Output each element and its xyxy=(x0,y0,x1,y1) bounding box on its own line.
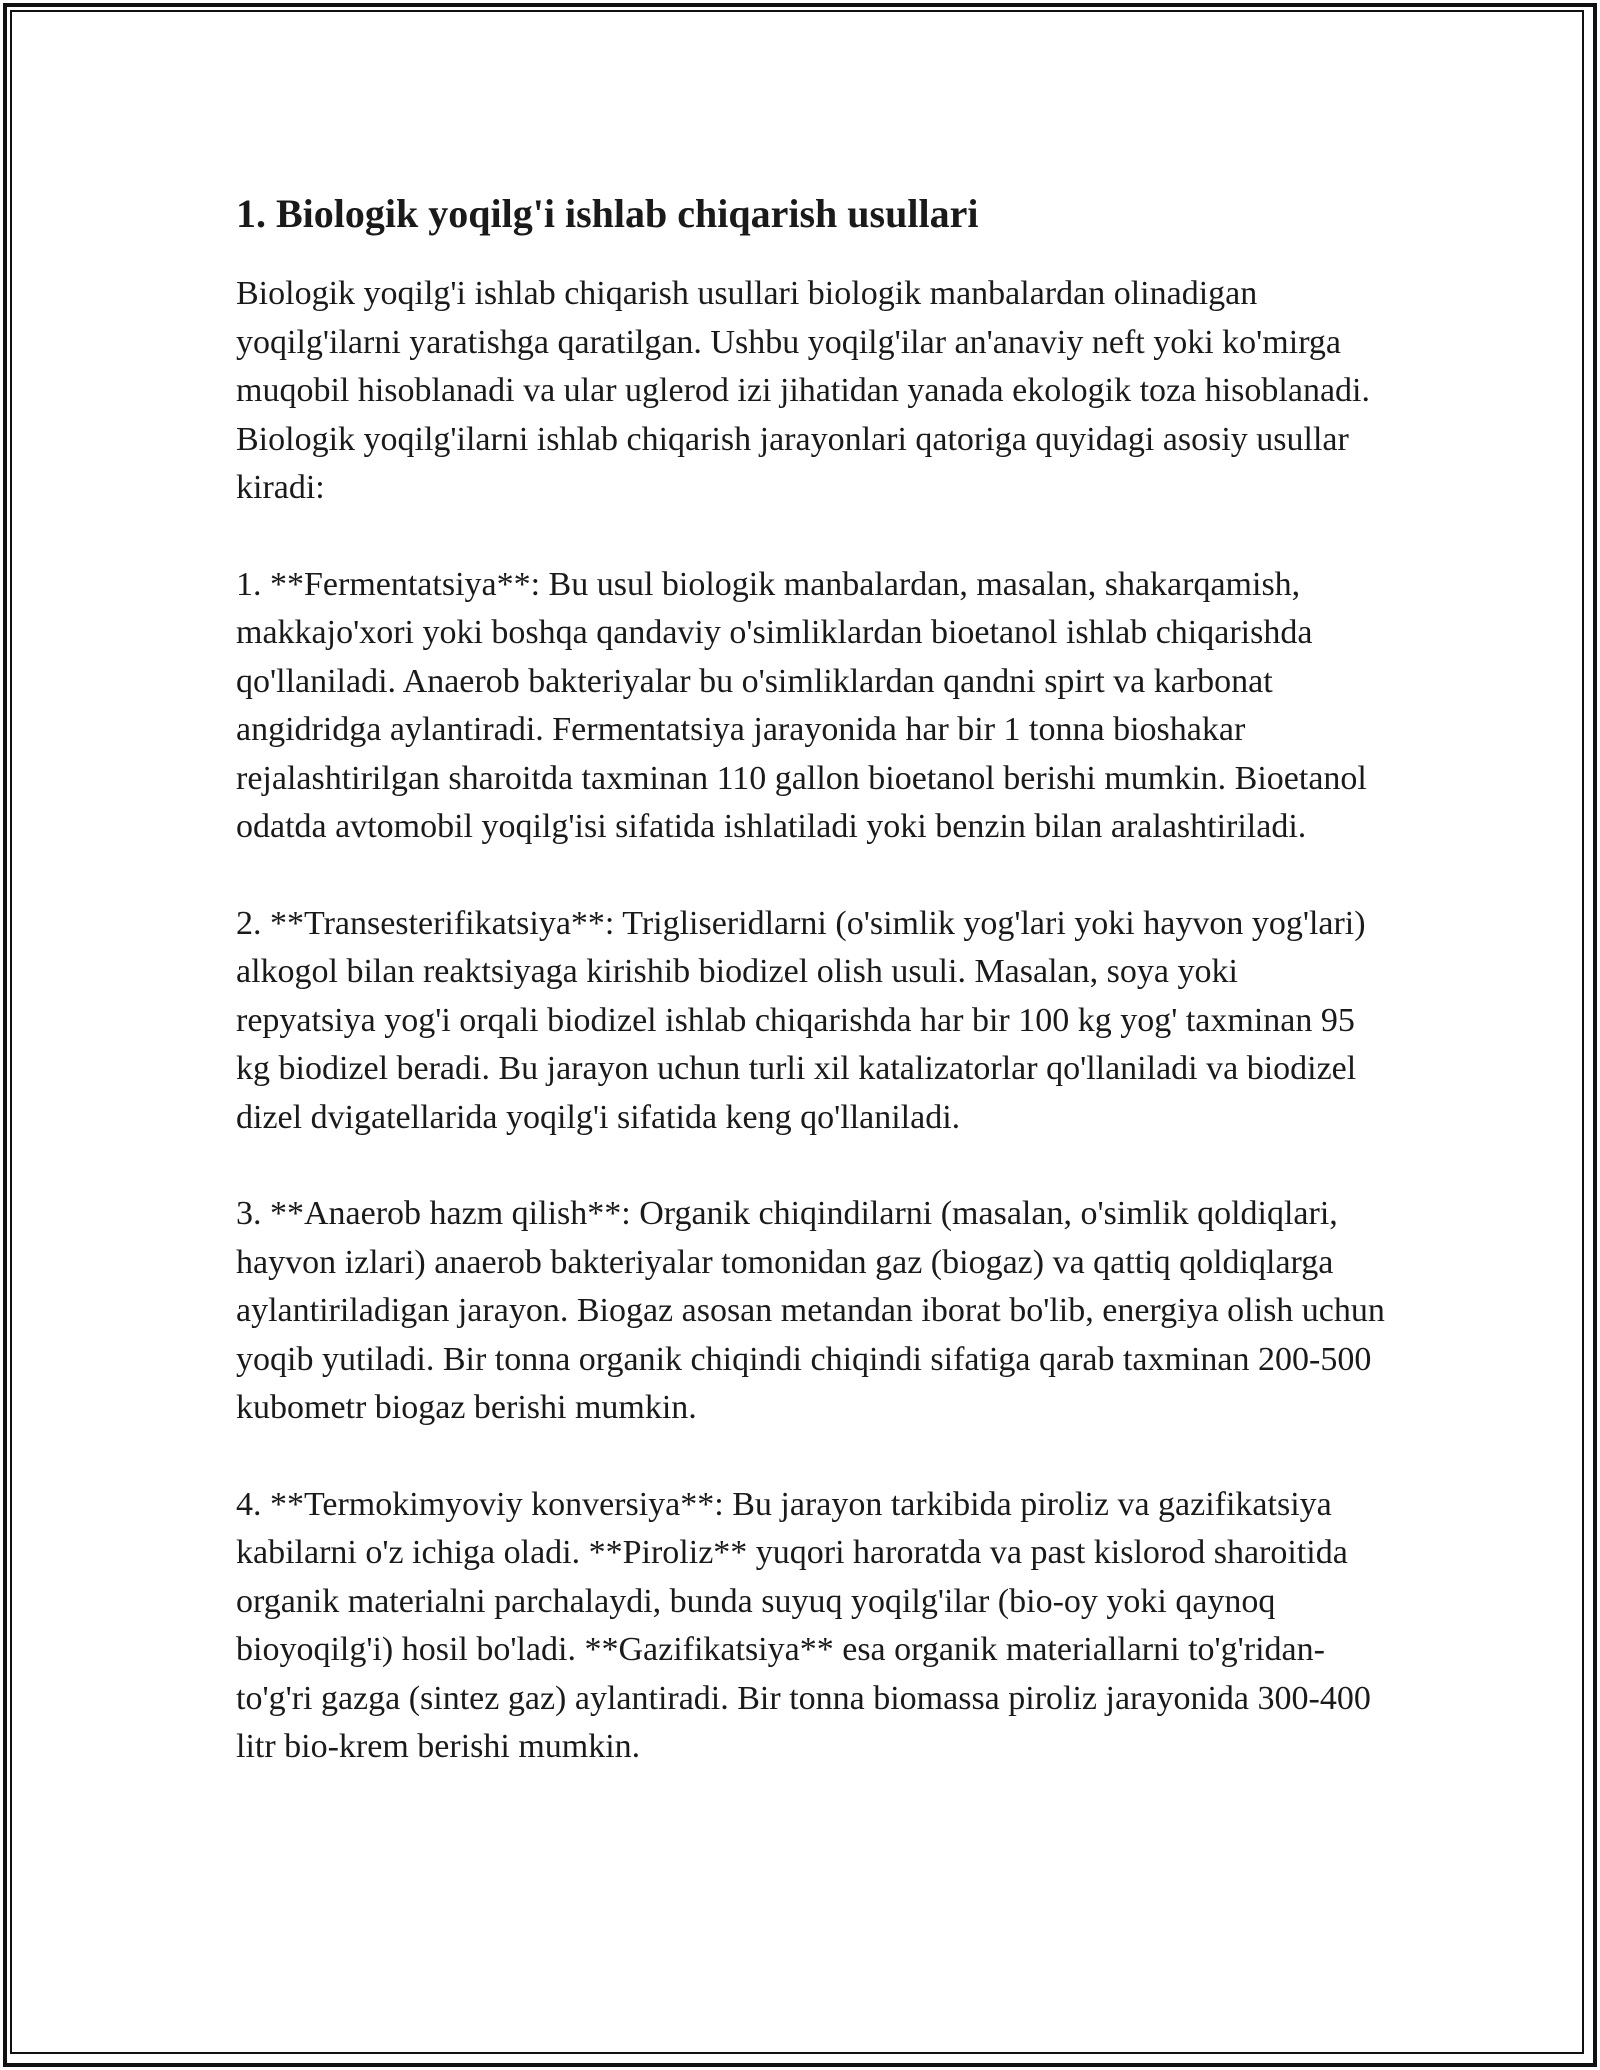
intro-paragraph: Biologik yoqilg'i ishlab chiqarish usullari biologik manbalardan olinadigan yoqilg'ilarni yaratishga qaratilgan. Ushbu yoqilg'ilar an'anaviy neft yoki ko'mirga muqobil hisoblanadi va ular uglerod izi jihatidan yanada ekologik toza hisoblanadi. Biologik yoqilg'ilarni ishlab chiqarish jarayonlari qatoriga quyidagi asosiy usullar kiradi: xyxy=(236,275,1379,506)
transesterification-paragraph: 2. **Transesterifikatsiya**: Trigliseridlarni (o'simlik yog'lari yoki hayvon yog'lari) alkogol bilan reaktsiyaga kirishib biodizel olish usuli. Masalan, soya yoki repyatsiya yog'i orqali biodizel ishlab chiqarishda har bir 100 kg yog' taxminan 95 kg biodizel beradi. Bu jarayon uchun turli xil katalizatorlar qo'llaniladi va biodizel dizel dvigatellarida yoqilg'i sifatida keng qo'llaniladi. xyxy=(236,904,1375,1136)
thermochemical-conversion-paragraph: 4. **Termokimyoviy konversiya**: Bu jarayon tarkibida piroliz va gazifikatsiya kabilarni o'z ichiga oladi. **Piroliz** yuqori haroratda va past kislorod sharoitida organik materialni parchalaydi, bunda suyuq yoqilg'ilar (bio-oy yoki qaynoq bioyoqilg'i) hosil bo'ladi. **Gazifikatsiya** esa organik materiallarni to'g'ridan-to'g'ri gazga (sintez gaz) aylantiradi. Bir tonna biomassa piroliz jarayonida 300-400 litr bio-krem berishi mumkin. xyxy=(236,1485,1380,1765)
anaerobic-digestion-paragraph: 3. **Anaerob hazm qilish**: Organik chiqindilarni (masalan, o'simlik qoldiqlari, hayvon izlari) anaerob bakteriyalar tomonidan gaz (biogaz) va qattiq qoldiqlarga aylantiriladigan jarayon. Biogaz asosan metandan iborat bo'lib, energiya olish uchun yoqib yutiladi. Bir tonna organik chiqindi chiqindi sifatiga qarab taxminan 200-500 kubometr biogaz berishi mumkin. xyxy=(236,1195,1394,1426)
fermentation-paragraph: 1. **Fermentatsiya**: Bu usul biologik manbalardan, masalan, shakarqamish, makkajo'xori yoki boshqa qandaviy o'simliklardan bioetanol ishlab chiqarishda qo'llaniladi. Anaerob bakteriyalar bu o'simliklardan qandni spirt va karbonat angidridga aylantiradi. Fermentatsiya jarayonida har bir 1 tonna bioshakar rejalashtirilgan sharoitda taxminan 110 gallon bioetanol berishi mumkin. Bioetanol odatda avtomobil yoqilg'isi sifatida ishlatiladi yoki benzin bilan aralashtiriladi. xyxy=(236,565,1376,845)
document-body xyxy=(236,180,1394,1772)
document-title: 1. Biologik yoqilg'i ishlab chiqarish usullari xyxy=(236,191,979,236)
